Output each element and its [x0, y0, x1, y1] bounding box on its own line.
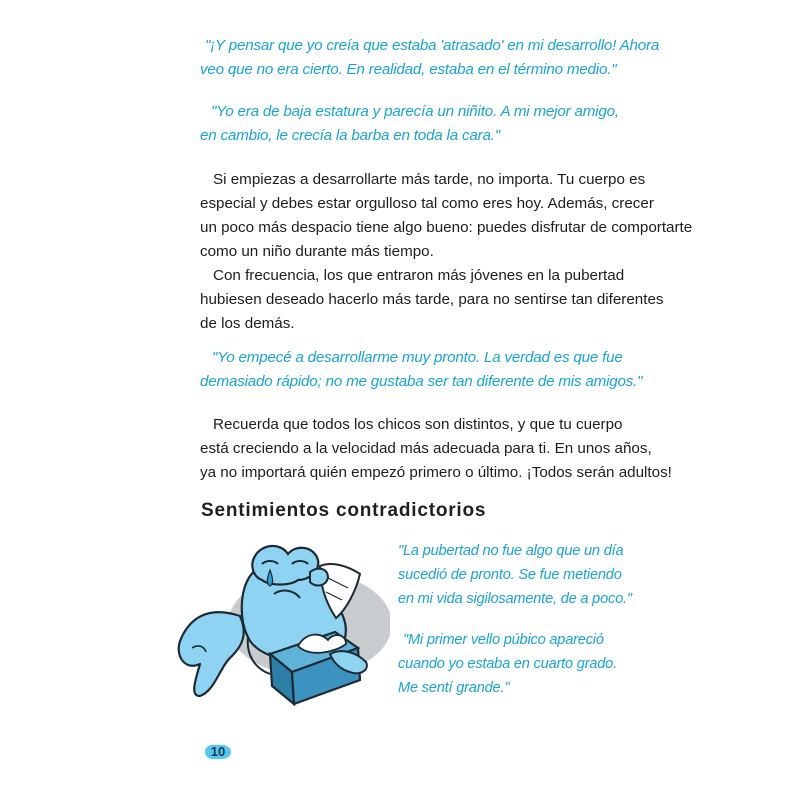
quote-atrasado [200, 34, 660, 82]
paragraph-line: Con frecuencia, los que entraron más jóvenes en la pubertad [213, 267, 625, 284]
paragraph-line: Recuerda que todos los chicos son distintos, y que tu cuerpo [213, 416, 623, 433]
frog-left-arm [179, 612, 244, 696]
quote-vello-pubico [398, 628, 617, 700]
paragraph-line: como un niño durante más tiempo. [200, 243, 434, 260]
paragraph-line: especial y debes estar orgulloso tal como eres hoy. Además, crecer [200, 195, 654, 212]
page-number [203, 743, 233, 761]
quote-line: en cambio, le crecía la barba en toda la cara." [200, 127, 500, 144]
section-heading: Sentimientos contradictorios [201, 500, 487, 521]
quote-line: sucedió de pronto. Se fue metiendo [398, 567, 622, 583]
paragraph-line: ya no importará quién empezó primero o último. ¡Todos serán adultos! [200, 464, 672, 481]
quote-baja-estatura [200, 100, 619, 148]
quote-line: Me sentí grande." [398, 680, 510, 696]
quote-line: demasiado rápido; no me gustaba ser tan diferente de mis amigos." [200, 373, 643, 390]
paragraph-line: un poco más despacio tiene algo bueno: puedes disfrutar de comportarte [200, 219, 693, 236]
paragraph-line: Si empiezas a desarrollarte más tarde, no importa. Tu cuerpo es [213, 171, 646, 188]
crying-frog-illustration [170, 536, 390, 726]
paragraph-line: hubiesen deseado hacerlo más tarde, para no sentirse tan diferentes [200, 291, 664, 308]
body-paragraph-todos-distintos [200, 413, 672, 485]
quote-sigilosamente [398, 539, 632, 611]
frog-right-hand [310, 569, 328, 586]
paragraph-line: está creciendo a la velocidad más adecuada para ti. En unos años, [200, 440, 652, 457]
body-paragraph-desarrollo-tardio [200, 168, 692, 336]
paragraph-line: de los demás. [200, 315, 295, 332]
quote-line: "La pubertad no fue algo que un día [398, 543, 624, 559]
quote-line: en mi vida sigilosamente, de a poco." [398, 591, 632, 607]
quote-line: "¡Y pensar que yo creía que estaba 'atrasado' en mi desarrollo! Ahora [205, 37, 660, 54]
quote-line: cuando yo estaba en cuarto grado. [398, 656, 617, 672]
quote-line: "Yo empecé a desarrollarme muy pronto. La verdad es que fue [212, 349, 623, 366]
quote-line: "Mi primer vello púbico apareció [403, 632, 604, 648]
quote-desarrollo-pronto [200, 346, 643, 394]
quote-line: "Yo era de baja estatura y parecía un niñito. A mi mejor amigo, [211, 103, 619, 120]
quote-line: veo que no era cierto. En realidad, estaba en el término medio." [200, 61, 617, 78]
page-number-text: 10 [210, 744, 226, 759]
